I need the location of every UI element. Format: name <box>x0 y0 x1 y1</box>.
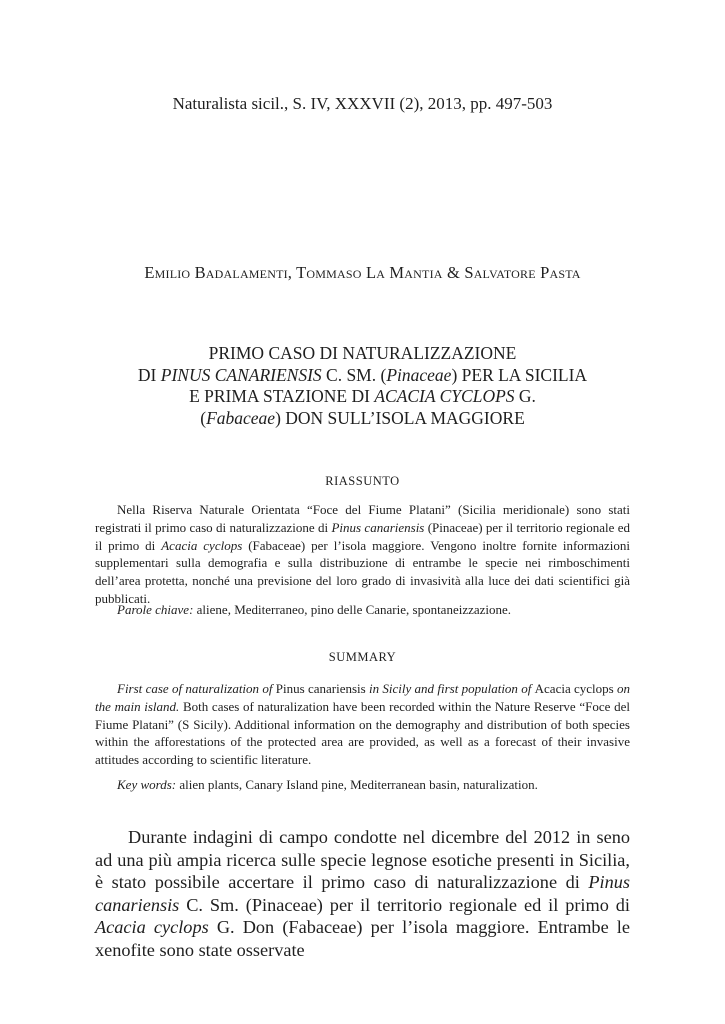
title-text: C. SM. ( <box>321 364 387 385</box>
summary-heading: SUMMARY <box>328 650 397 664</box>
title-line-2 <box>90 365 635 387</box>
riassunto-abstract <box>95 501 630 608</box>
title-line-4 <box>90 408 635 430</box>
journal-citation: Naturalista sicil., S. IV, XXXVII (2), 2013, pp. 497-503 <box>172 94 553 113</box>
title-text: ) DON SULL’ISOLA MAGGIORE <box>275 407 525 428</box>
species-name: Acacia cyclops <box>161 537 243 553</box>
species-name: Pinus canariensis <box>331 519 425 535</box>
keywords-label: Parole chiave: <box>117 602 194 617</box>
title-line-3 <box>90 386 635 408</box>
body-text-run: G. Don (Fabaceae) per l’isola maggiore. Entrambe le xenofite sono state osservate <box>95 917 630 960</box>
title-line-1 <box>90 343 635 365</box>
author-list: Emilio Badalamenti, Tommaso La Mantia & Salvatore Pasta <box>144 263 581 282</box>
body-text <box>95 826 630 962</box>
summary-abstract <box>95 680 630 769</box>
body-text-run: C. Sm. (Pinaceae) per il territorio regionale ed il primo di <box>179 894 630 915</box>
title-text: ) PER LA SICILIA <box>451 364 588 385</box>
abstract-text: Both cases of naturalization have been recorded within the Nature Reserve “Foce del Fiume Platani” (S Sicily). Additional information on the demography and distribution of both species within the afforestations of the protected area are provided, as well as a forecast of their invasive attitudes according to scientific literature. <box>95 698 630 768</box>
keywords-label: Key words: <box>117 777 177 792</box>
summary-title-italic: on the main island. <box>95 681 631 714</box>
title-text: DI <box>137 364 161 385</box>
abstract-text: (Fabaceae) per l’isola maggiore. Vengono inoltre fornite informazioni supplementari sulla demografia e sulla distribuzione di entrambe le specie nei rimboschimenti dell’area protetta, nonché una previsione del loro grado di invasività alla luce dei dati scientifici già pubblicati. <box>95 537 630 606</box>
body-paragraph <box>95 826 630 962</box>
title-text: E PRIMA STAZIONE DI <box>189 386 375 406</box>
species-name: Acacia cyclops <box>95 917 209 938</box>
title-text: G. <box>514 386 536 406</box>
summary-title-italic: in Sicily and first population of <box>365 681 535 696</box>
abstract-text: (Pinaceae) per il territorio regionale ed il primo di <box>95 519 630 553</box>
species-name: ACACIA CYCLOPS <box>374 386 515 406</box>
parole-chiave <box>95 601 630 619</box>
title-text: PRIMO CASO DI NATURALIZZAZIONE <box>208 343 517 363</box>
keywords-text: aliene, Mediterraneo, pino delle Canarie, spontaneizzazione. <box>193 602 512 617</box>
abstract-text: Nella Riserva Naturale Orientata “Foce del Fiume Platani” (Sicilia meridionale) sono stati registrati il primo caso di naturalizzazione di <box>95 502 630 535</box>
body-text-run: Durante indagini di campo condotte nel dicembre del 2012 in seno ad una più ampia ricerca sulle specie legnose esotiche presenti in Sicilia, è stato possibile accertare il primo caso di naturalizzazione di <box>95 827 630 893</box>
species-name: PINUS CANARIENSIS <box>160 364 322 385</box>
summary-title-italic: First case of naturalization of <box>117 681 276 696</box>
species-name: Pinus canariensis <box>275 681 366 696</box>
species-name: Acacia cyclops <box>534 681 614 696</box>
key-words <box>95 776 630 794</box>
title-text: ( <box>200 407 207 428</box>
family-name: Pinaceae <box>386 364 452 385</box>
family-name: Fabaceae <box>206 407 276 428</box>
species-name: Pinus canariensis <box>95 872 630 915</box>
article-title <box>90 343 635 429</box>
riassunto-heading: RIASSUNTO <box>325 474 400 488</box>
keywords-text: alien plants, Canary Island pine, Mediterranean basin, naturalization. <box>176 777 538 792</box>
